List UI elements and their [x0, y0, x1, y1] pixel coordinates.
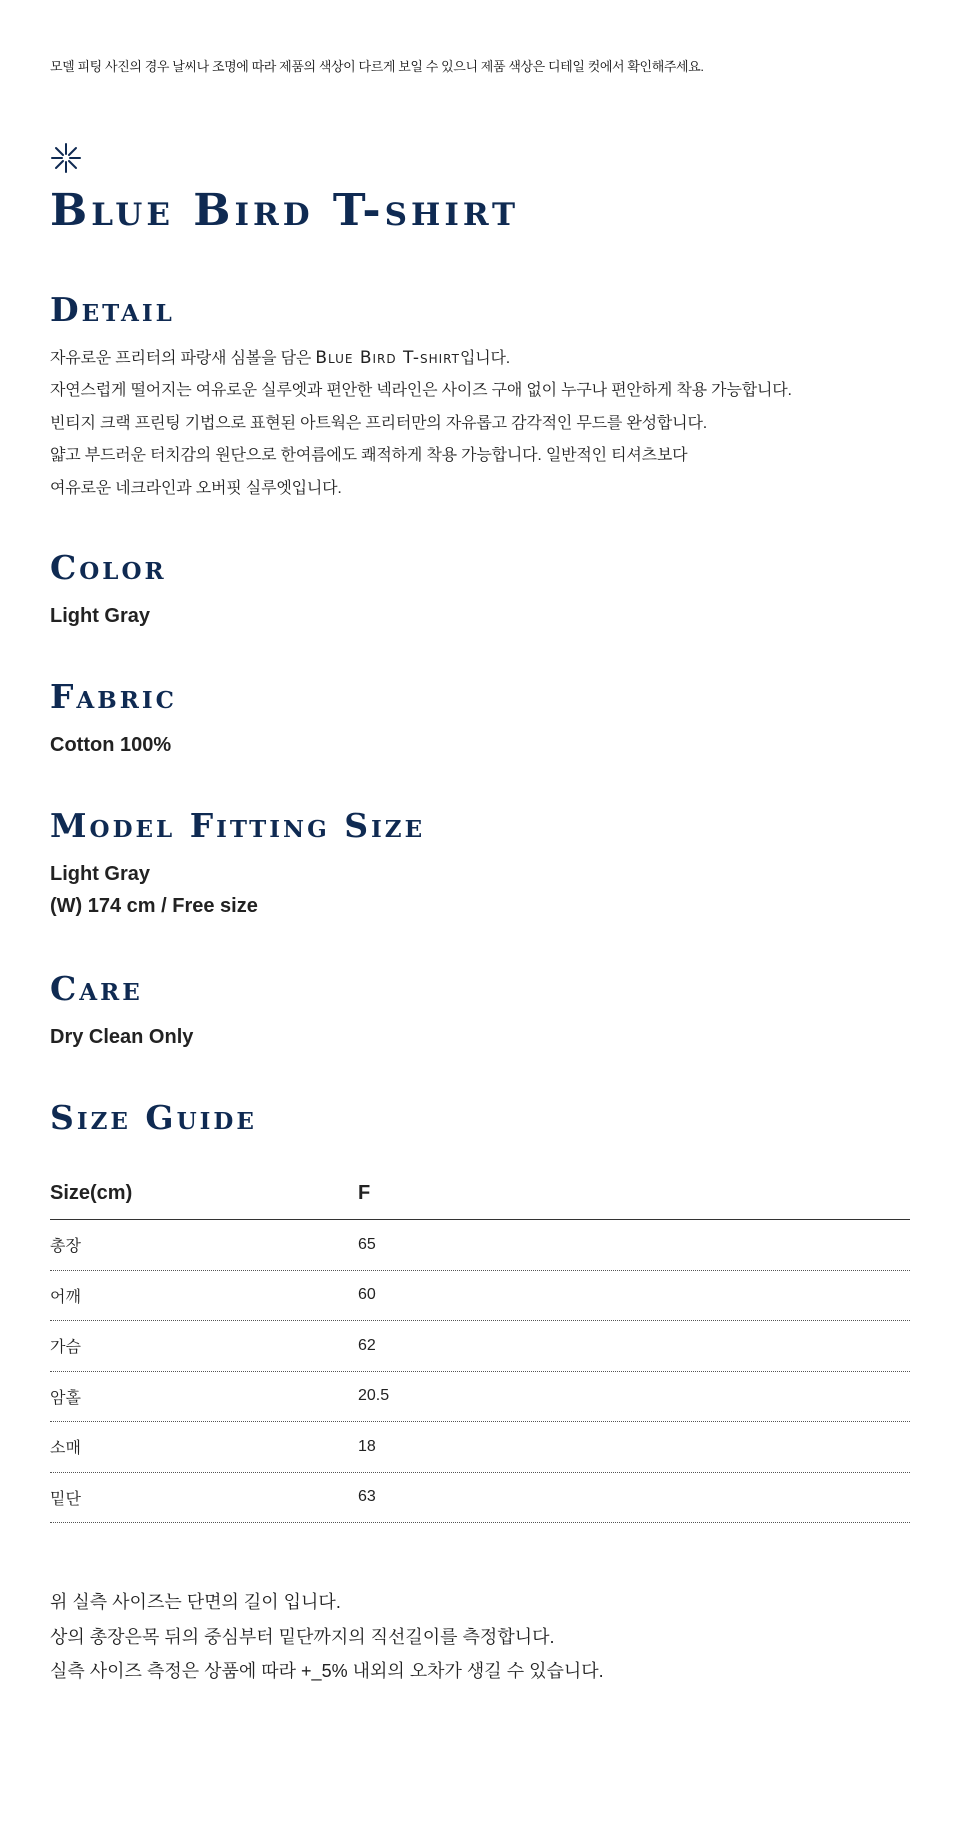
- fabric-value: Cotton 100%: [50, 734, 172, 756]
- color-notice: 모델 피팅 사진의 경우 날씨나 조명에 따라 제품의 색상이 다르게 보일 수 있으니 제품 색상은 디테일 컷에서 확인해주세요.: [50, 59, 704, 74]
- size-measure-name: 어깨: [50, 1288, 81, 1306]
- fabric-heading: Fabric: [50, 677, 177, 716]
- detail-description: [50, 342, 792, 505]
- model-fitting-color: Light Gray: [50, 863, 151, 885]
- table-row: [50, 1473, 910, 1524]
- table-row: [50, 1321, 910, 1372]
- size-guide-heading: Size Guide: [50, 1098, 257, 1137]
- table-row: [50, 1220, 910, 1271]
- size-measure-value: 62: [358, 1336, 376, 1354]
- size-measure-value: 18: [358, 1437, 376, 1455]
- size-header-value: F: [358, 1181, 371, 1204]
- asterisk-star-icon: [50, 142, 82, 174]
- product-name-inline: Blue Bird T-shirt: [315, 348, 460, 368]
- size-measure-name: 총장: [50, 1238, 81, 1256]
- detail-line: 얇고 부드러운 터치감의 원단으로 한여름에도 쾌적하게 착용 가능합니다. 일반적인 티셔츠보다: [50, 447, 688, 465]
- size-note: 실측 사이즈 측정은 상품에 따라 +_5% 내외의 오차가 생길 수 있습니다.: [50, 1661, 604, 1681]
- table-row: [50, 1422, 910, 1473]
- size-table-header: [50, 1167, 910, 1220]
- size-measure-name: 암홀: [50, 1389, 81, 1407]
- size-measure-name: 소매: [50, 1440, 81, 1458]
- size-guide-table: [50, 1167, 910, 1523]
- size-header-label: Size(cm): [50, 1181, 133, 1204]
- color-heading: Color: [50, 548, 167, 587]
- care-value: Dry Clean Only: [50, 1026, 194, 1048]
- size-note: 위 실측 사이즈는 단면의 길이 입니다.: [50, 1592, 341, 1612]
- detail-line: 자연스럽게 떨어지는 여유로운 실루엣과 편안한 넥라인은 사이즈 구애 없이 누구나 편안하게 착용 가능합니다.: [50, 382, 792, 400]
- detail-line-text: 입니다.: [459, 350, 510, 367]
- size-notes: [50, 1585, 604, 1689]
- color-value: Light Gray: [50, 605, 151, 627]
- detail-line: [50, 342, 792, 375]
- size-measure-value: 65: [358, 1235, 376, 1253]
- detail-line: 여유로운 네크라인과 오버핏 실루엣입니다.: [50, 479, 342, 497]
- product-title: Blue Bird T-shirt: [50, 185, 520, 236]
- table-row: [50, 1271, 910, 1322]
- detail-line-text: 자유로운 프리터의 파랑새 심볼을 담은: [50, 350, 316, 367]
- model-fitting-size: (W) 174 cm / Free size: [50, 895, 258, 917]
- size-measure-value: 20.5: [358, 1387, 390, 1405]
- size-measure-value: 60: [358, 1286, 376, 1304]
- table-row: [50, 1372, 910, 1423]
- model-fitting-heading: Model Fitting Size: [50, 806, 426, 845]
- size-measure-name: 밑단: [50, 1490, 81, 1508]
- size-note: 상의 총장은목 뒤의 중심부터 밑단까지의 직선길이를 측정합니다.: [50, 1626, 555, 1647]
- detail-line: 빈티지 크랙 프린팅 기법으로 표현된 아트웍은 프리터만의 자유롭고 감각적인 무드를 완성합니다.: [50, 414, 707, 432]
- size-measure-value: 63: [358, 1488, 376, 1506]
- detail-heading: Detail: [50, 290, 175, 329]
- size-measure-name: 가슴: [50, 1339, 81, 1357]
- care-heading: Care: [50, 969, 143, 1008]
